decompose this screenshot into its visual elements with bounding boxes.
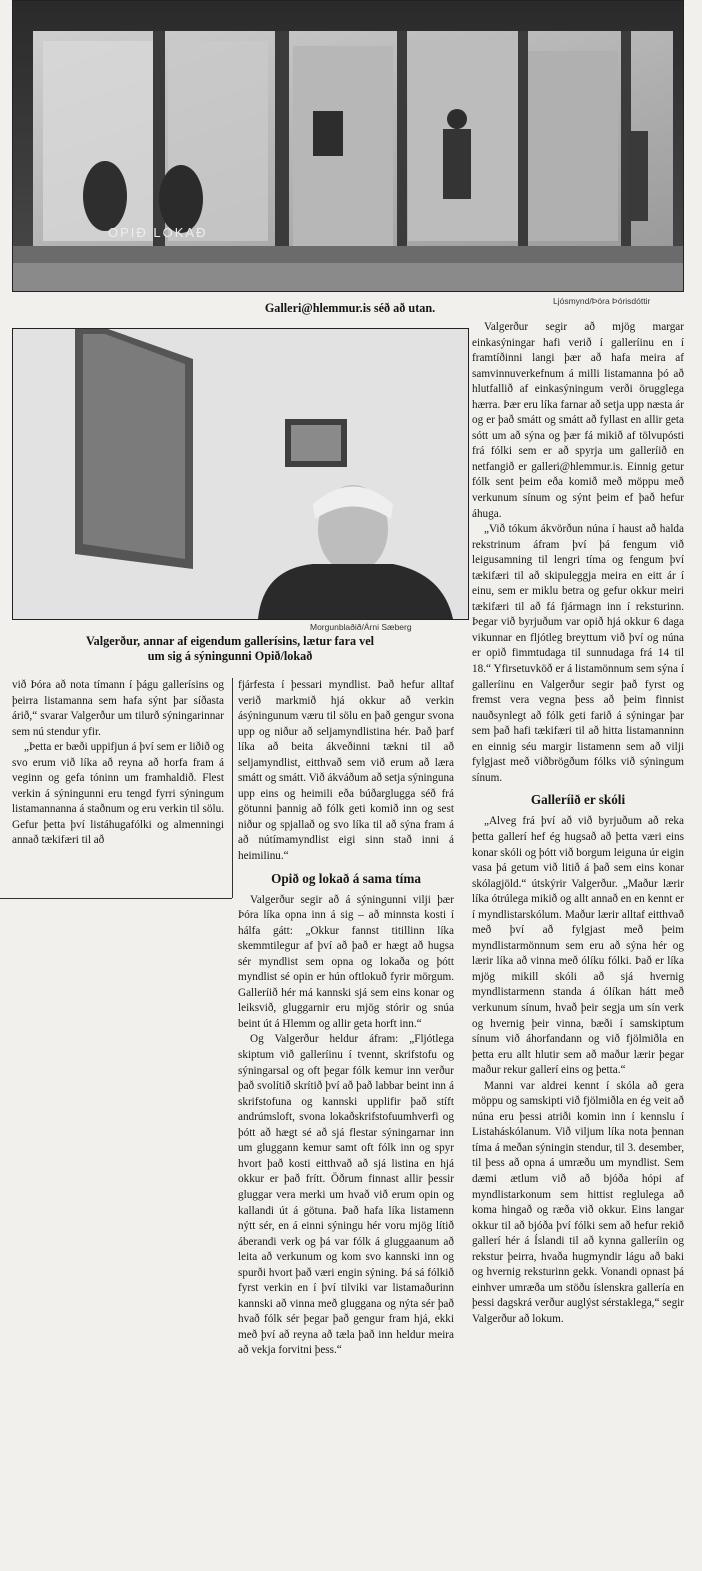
article-column-2	[238, 678, 454, 1359]
window-sign-text: OPIÐ LOKAÐ	[108, 225, 208, 240]
col1-end-rule	[0, 898, 232, 899]
col3-paragraph-3: „Alveg frá því að við byrjuðum að reka þetta gallerí hef ég hugsað að þetta væri eins konar skóli og þótt við borgum leiguna úr eigin vasa þá getum við litið á það sem eins konar skólagjöld.“ útskýrir Valgerður. „Maður lærir líka ótrúlega mikið og allt annað en en kennt er í myndlistarskólum. Maður lærir alltaf eitthvað með því að fylgjast með þeim myndlistarmönnum sem eru að sýna hér og lærir líka að vinna með ólíku fólki. Það er líka mjög mikill skóli að sjá hvernig myndlistarmenn standa á ólíkan hátt með verkunum sínum, hvað þeir segja um sín verk og hvernig þeir vinna, bæði í samskiptum sínum við áhorfandann og við fjölmiðla en þetta eru allt hlutir sem að maður lærir þegar maður rekur gallerí eins og þetta.“	[472, 815, 684, 1077]
photo1-caption: Galleri@hlemmur.is séð að utan.	[264, 301, 436, 315]
col1-paragraph-1: við Þóra að nota tímann í þágu gallerísins og þeirra listamanna sem hafa sýnt þar síðasta árið,“ svarar Valgerður um tilurð sýningarinnar sem nú stendur yfir.	[12, 679, 224, 738]
col3-paragraph-4: Manni var aldrei kennt í skóla að gera möppu og samskipti við fjölmiðla en ég veit að núna eru þessi atriði komin inn í kennslu í Listaháskólanum. Við viljum líka nota þennan tíma á meðan sýningin stendur, til 3. desember, til þess að opna á umræðu um myndlist. Sem dæmi ætlum við að bjóða hópi af myndlistarkonum sem hittist reglulega að koma hingað og ræða við okkur. Eins langar okkur til að bjóða því fólki sem að hefur rekið gallerí hér á Íslandi til að kynna galleríin og rekstur þeirra, hvaða hugmyndir lágu að baki og hvernig reksturinn gekk. Vonandi opnast þá einhver umræða um stöðu íslenskra gallería en þessi dagskrá verður auglýst sérstaklega,“ segir Valgerður að lokum.	[472, 1079, 684, 1325]
col2-subheading: Opið og lokað á sama tíma	[271, 870, 421, 886]
photo2-caption	[20, 634, 440, 664]
article-column-1	[12, 678, 224, 849]
valgerdur-portrait-photo	[12, 328, 469, 620]
col3-subheading: Galleríið er skóli	[530, 792, 626, 808]
valgerdur-portrait-illustration	[13, 329, 468, 619]
photo2-credit: Morgunblaðið/Árni Sæberg	[310, 622, 412, 632]
gallery-exterior-illustration	[13, 1, 683, 291]
col1-divider	[232, 678, 233, 898]
col3-paragraph-2: „Við tókum ákvörðun núna í haust að halda rekstrinum áfram því þá fengum við leigusamning til lengri tíma og fengum því tækifæri til að skipuleggja meira en eitt ár í einu, sem er miklu betra og gefur okkur meiri tækifæri til að fá fjármagn inn í reksturinn. Þegar við byrjuðum var opið hjá okkur 6 daga vikunnar en fljótleg breyttum við því og núna er opið fimmtudaga til sunnudaga frá 14 til 18.“ Yfirsetuvköð er á listamönnum sem sýna í galleríinu en Valgerður segir það fyrst og fremst vera vegna þess að þeim finnist nauðsynlegt að fólk geti farið á sýningar þar sem það hafi tækifæri til að hitta listamanninn en einnig séu margir listamenn sem að vilji fylgjast með viðbrögðum fólks við sýningum sínum.	[472, 523, 684, 784]
photo1-credit: Ljósmynd/Þóra Þórisdóttir	[553, 296, 651, 306]
article-column-3	[472, 320, 684, 1327]
col1-paragraph-2: „Þetta er bæði uppifjun á því sem er liðið og svo erum við líka að reyna að horfa fram á veginn og gefa tóninn um framhaldið. Flest verkin á sýningunni eru tengd fyrri sýningum listamannanna á staðnum og eru verkin til sölu. Gefur þetta því listáhugafólki og almenningi annað tækifæri til að	[12, 741, 224, 847]
gallery-exterior-photo	[12, 0, 684, 292]
col3-paragraph-1: Valgerður segir að mjög margar einkasýningar hafi verið í galleríinu en í framtíðinni langi þær að hafa meira af samvinnuverkefnum á milli listamanna þó að hlutfallið af einkasýningum verði örugglega hærra. Þær eru líka farnar að setja upp næsta ár og er það smátt og smátt að fyllast en allir geta sótt um að sýna og þær fá mikið af tölvupósti frá fólki sem er að spyrja um galleríið en netfangið er galleri@hlemmur.is. Einnig getur fólk sent þeim eða komið með möppu með verkunum sínum og sýnt þeim ef það hefur áhuga.	[472, 321, 684, 520]
photo2-caption-line2: um sig á sýningunni Opið/lokað	[147, 649, 313, 663]
col2-paragraph-1: fjárfesta í þessari myndlist. Það hefur alltaf verið markmið hjá okkur að verkin ásýningunum væru til sölu en það gengur svona upp og niður að seljamyndlistina hér. Það þarf líka að beita ákveðinni tækni til að seljamyndlist, eitthvað sem við erum að læra smátt og smátt. Við ákváðum að setja sýninguna upp eins og heimili eða búðarglugga séð frá götunni þannig að fólk geti komið inn og sest niður og spjallað og svo líka til að sýna fram á að nútímamyndlist eigi sinn stað inni á heimilinu.“	[238, 679, 455, 863]
col2-paragraph-3: Og Valgerður heldur áfram: „Fljótlega skiptum við galleríinu í tvennt, skrifstofu og sýningarsal og oft þegar fólk kemur inn verður það svolítið skrítið því að það labbar beint inn á skrifstofuna og kannski upplifir það stíft andrúmsloft, svona lokaðskrifstofuumhverfi og þótt að hægt sé að sjá flestar sýningarnar inn um gluggann kemur samt oft fólk inn og spyr hvort það kosti eitthvað að sjá listina en hjá okkur er það frítt. Öðrum finnast allir þessir gluggar vera merki um hvað við erum opin og kallandi út á götuna. Það hafa líka listamenn nýtt sér, en á einni sýningu hér voru mjög lítið áberandi verk og þá var fólk á gluggaanum að leita að verkunum og kom svo kannski inn og spurði hvort það væri engin sýning. Þá sá fólkið fyrst verkin en í því tilviki var listamaðurinn kannski að vinna með gluggana og nýta sér það hvað fólk sér þegar það gengur fram hjá, ekki með því að reyna að tæla það inn heldur meira að vekja forvitni þess.“	[238, 1033, 454, 1357]
col2-paragraph-2: Valgerður segir að á sýningunni vilji þær Þóra líka opna inn á sig – að minnsta kosti í hálfa gátt: „Okkur fannst titillinn líka skemmtilegur af því að það er hægt að hugsa sér myndlist sem opna og lokaða og þótt myndlist sé opin er hún oftlokuð fyrir mörgum. Galleríið hér má kannski sjá sem eins konar og leiksvið, gluggarnir eru mjög stórir og snúa beint út á Hlemm og allir geta horft inn.“	[238, 893, 454, 1030]
photo2-caption-line1: Valgerður, annar af eigendum gallerísins, lætur fara vel	[85, 634, 375, 648]
